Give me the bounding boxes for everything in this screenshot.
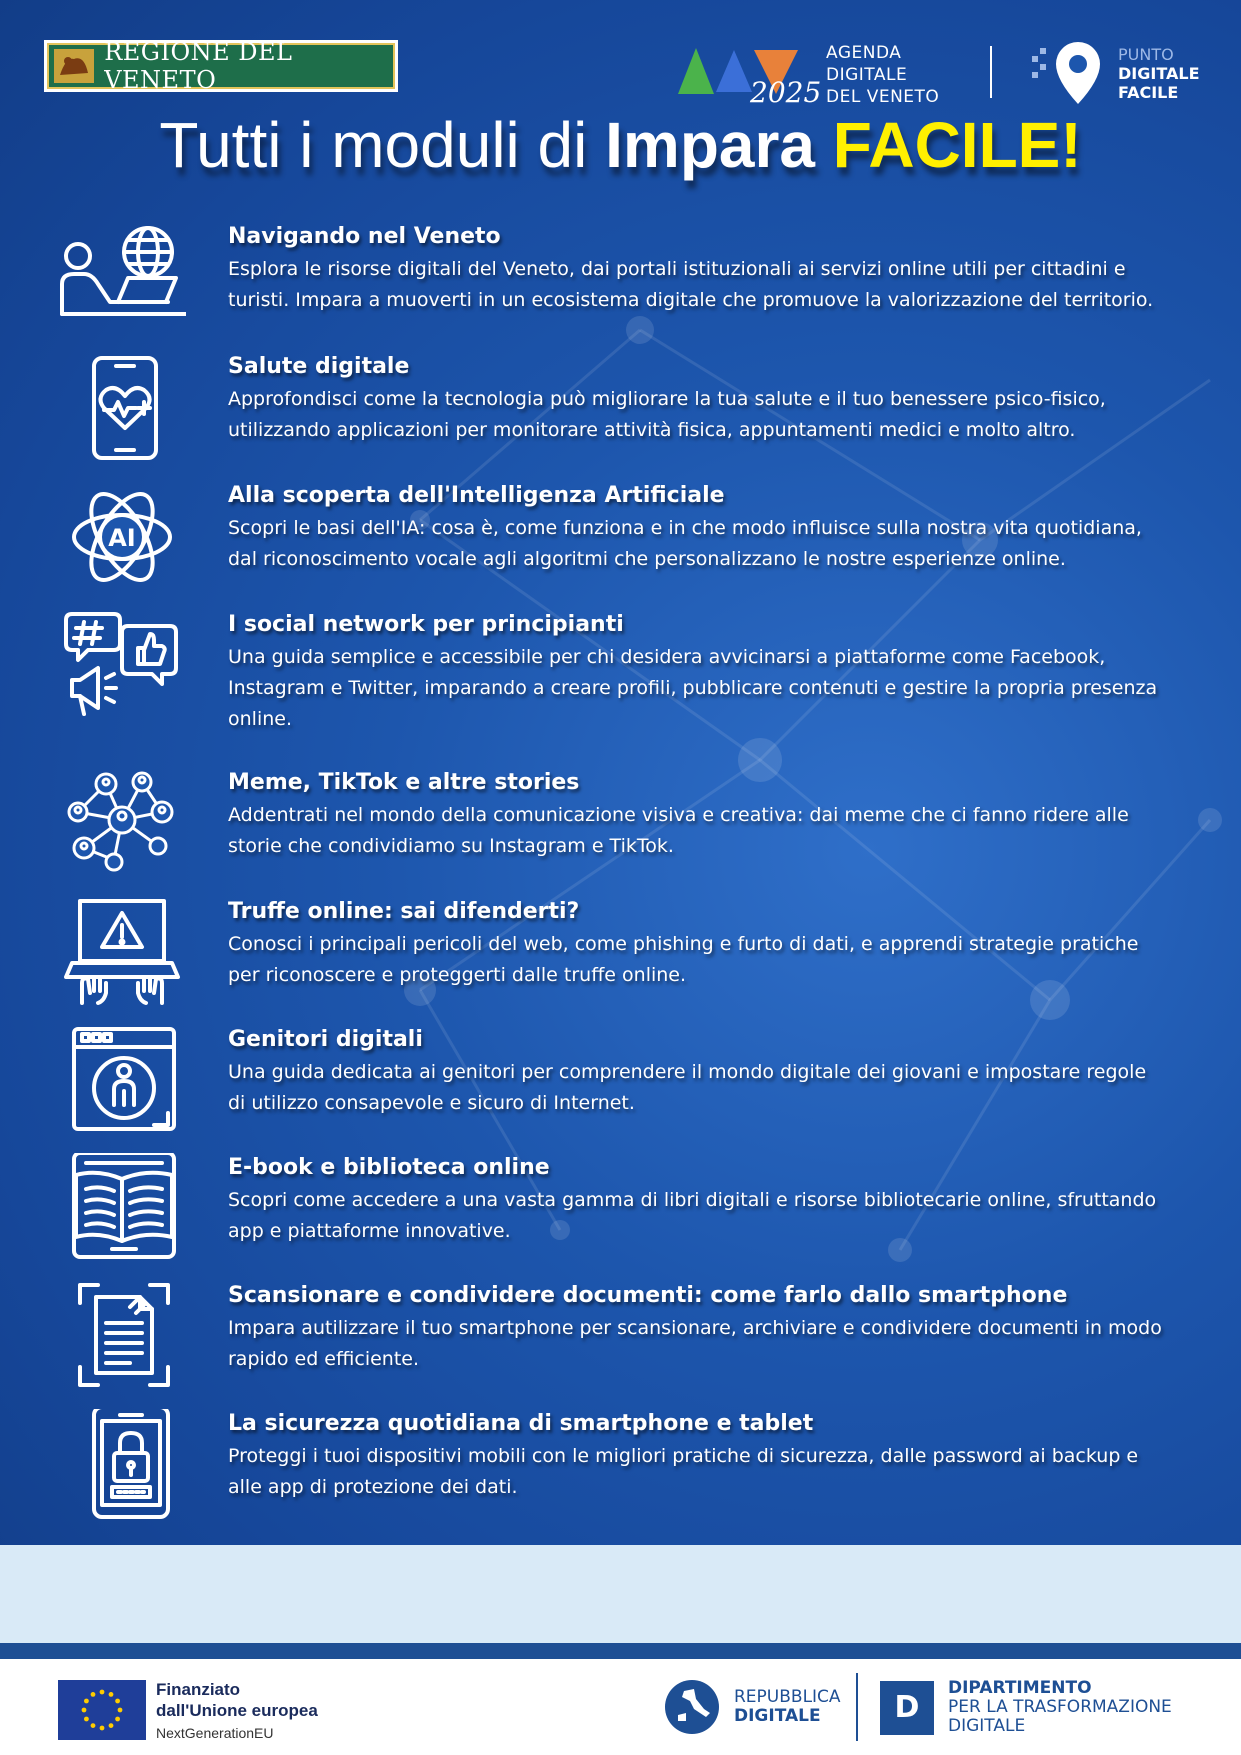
module-description: Una guida semplice e accessibile per chi desidera avvicinarsi a piattaforme come Facebook, Instagram e Twitter, imparando a creare profili, pubblicare contenuti e gestire la propria presenza online. — [228, 646, 1158, 730]
punto-digitale-facile-logo — [1030, 38, 1200, 108]
tablet-lock-icon — [58, 1409, 186, 1519]
ai-atom-icon — [58, 481, 186, 591]
rep-line-2: DIGITALE — [734, 1706, 821, 1726]
eu-star-icon — [115, 1717, 120, 1722]
eu-star-icon — [109, 1692, 114, 1697]
module-description: Approfondisci come la tecnologia può migliorare la tua salute e il tuo benessere psico-fisico, utilizzando applicazioni per monitorare attività fisica, appuntamenti medici e molto altro. — [228, 388, 1106, 441]
agenda-line-2: DIGITALE — [826, 65, 908, 85]
module-title: E-book e biblioteca online — [228, 1155, 550, 1180]
module-title: Navigando nel Veneto — [228, 224, 501, 249]
eu-funding-logo — [58, 1679, 318, 1741]
italy-circle-icon — [664, 1679, 720, 1735]
ebook-icon — [58, 1153, 186, 1263]
dipartimento-d-icon: D — [880, 1681, 934, 1735]
module-description: Proteggi i tuoi dispositivi mobili con le migliori pratiche di sicurezza, dalle password ai backup e alle app di protezione dei dati. — [228, 1445, 1139, 1498]
svg-text:AI: AI — [108, 524, 136, 552]
eu-flag-icon — [58, 1680, 146, 1740]
eu-star-icon — [84, 1717, 89, 1722]
agenda-digitale-logo — [676, 40, 939, 110]
module-title: I social network per principianti — [228, 612, 624, 637]
title-part-1: Tutti i moduli di — [159, 109, 606, 181]
regione-veneto-logo — [44, 40, 398, 92]
repubblica-digitale-logo — [664, 1679, 841, 1735]
dipartimento-logo — [880, 1679, 1172, 1736]
eu-star-icon — [115, 1699, 120, 1704]
eu-star-icon — [84, 1699, 89, 1704]
warning-laptop-icon — [58, 897, 186, 1007]
dip-line-3: DIGITALE — [948, 1716, 1026, 1736]
title-part-3: FACILE! — [832, 109, 1082, 181]
rep-line-1: REPUBBLICA — [734, 1687, 841, 1707]
module-title: Scansionare e condividere documenti: come farlo dallo smartphone — [228, 1283, 1068, 1308]
punto-line-1: PUNTO — [1118, 44, 1174, 64]
agenda-year: 2025 — [750, 76, 822, 109]
browser-child-icon — [58, 1025, 186, 1135]
dip-line-1: DIPARTIMENTO — [948, 1678, 1092, 1698]
empty-band — [0, 1545, 1241, 1643]
module-title: Truffe online: sai difenderti? — [228, 899, 580, 924]
eu-line-1: Finanziato — [156, 1680, 241, 1699]
lion-crest-icon — [53, 47, 94, 85]
module-title: La sicurezza quotidiana di smartphone e tablet — [228, 1411, 814, 1436]
eu-star-icon — [100, 1690, 105, 1695]
eu-star-icon — [100, 1726, 105, 1731]
module-description: Scopri le basi dell'IA: cosa è, come funziona e in che modo influisce sulla nostra vita quotidiana, dal riconoscimento vocale agli algoritmi che personalizzano le nostre esperienze online. — [228, 517, 1142, 570]
footer-stripe — [0, 1643, 1241, 1659]
eu-line-2: dall'Unione europea — [156, 1701, 318, 1720]
header-separator — [990, 46, 992, 98]
social-media-icon — [58, 610, 186, 720]
module-title: Meme, TikTok e altre stories — [228, 770, 580, 795]
eu-star-icon — [91, 1723, 96, 1728]
module-title: Genitori digitali — [228, 1027, 423, 1052]
location-pin-icon — [1030, 38, 1110, 108]
module-description: Addentrati nel mondo della comunicazione visiva e creativa: dai meme che ci fanno ridere alle storie che condividiamo su Instagram e TikTok. — [228, 804, 1129, 857]
module-description: Conosci i principali pericoli del web, come phishing e furto di dati, e apprendi strategie pratiche per riconoscere e proteggerti dalle truffe online. — [228, 933, 1139, 986]
regione-veneto-name: REGIONE DEL VENETO — [104, 38, 293, 94]
title-part-2: Impara — [605, 109, 833, 181]
module-description: Impara autilizzare il tuo smartphone per scansionare, archiviare e condividere documenti in modo rapido ed efficiente. — [228, 1317, 1162, 1370]
person-laptop-globe-icon — [58, 222, 186, 332]
dip-line-2: PER LA TRASFORMAZIONE — [948, 1697, 1172, 1717]
module-description: Esplora le risorse digitali del Veneto, dai portali istituzionali ai servizi online utili per cittadini e turisti. Impara a muoverti in un ecosistema digitale che promuove la valorizzazione del territorio. — [228, 258, 1154, 311]
footer-separator — [856, 1673, 858, 1741]
eu-star-icon — [118, 1708, 123, 1713]
eu-star-icon — [109, 1723, 114, 1728]
punto-line-3: FACILE — [1118, 82, 1179, 102]
agenda-line-1: AGENDA — [826, 43, 902, 63]
eu-star-icon — [82, 1708, 87, 1713]
module-title: Alla scoperta dell'Intelligenza Artificiale — [228, 483, 725, 508]
punto-line-2: DIGITALE — [1118, 63, 1200, 83]
eu-line-3: NextGenerationEU — [156, 1725, 274, 1741]
eu-star-icon — [91, 1692, 96, 1697]
agenda-line-3: DEL VENETO — [826, 87, 940, 107]
module-title: Salute digitale — [228, 354, 410, 379]
module-description: Una guida dedicata ai genitori per comprendere il mondo digitale dei giovani e impostare regole di utilizzo consapevole e sicuro di Internet. — [228, 1061, 1147, 1114]
people-network-icon — [58, 768, 186, 878]
footer — [0, 1659, 1241, 1755]
page-title — [0, 108, 1241, 182]
module-description: Scopri come accedere a una vasta gamma di libri digitali e risorse bibliotecarie online, sfruttando app e piattaforme innovative. — [228, 1189, 1157, 1242]
document-scan-icon — [58, 1281, 186, 1391]
smartphone-health-icon — [58, 352, 186, 462]
